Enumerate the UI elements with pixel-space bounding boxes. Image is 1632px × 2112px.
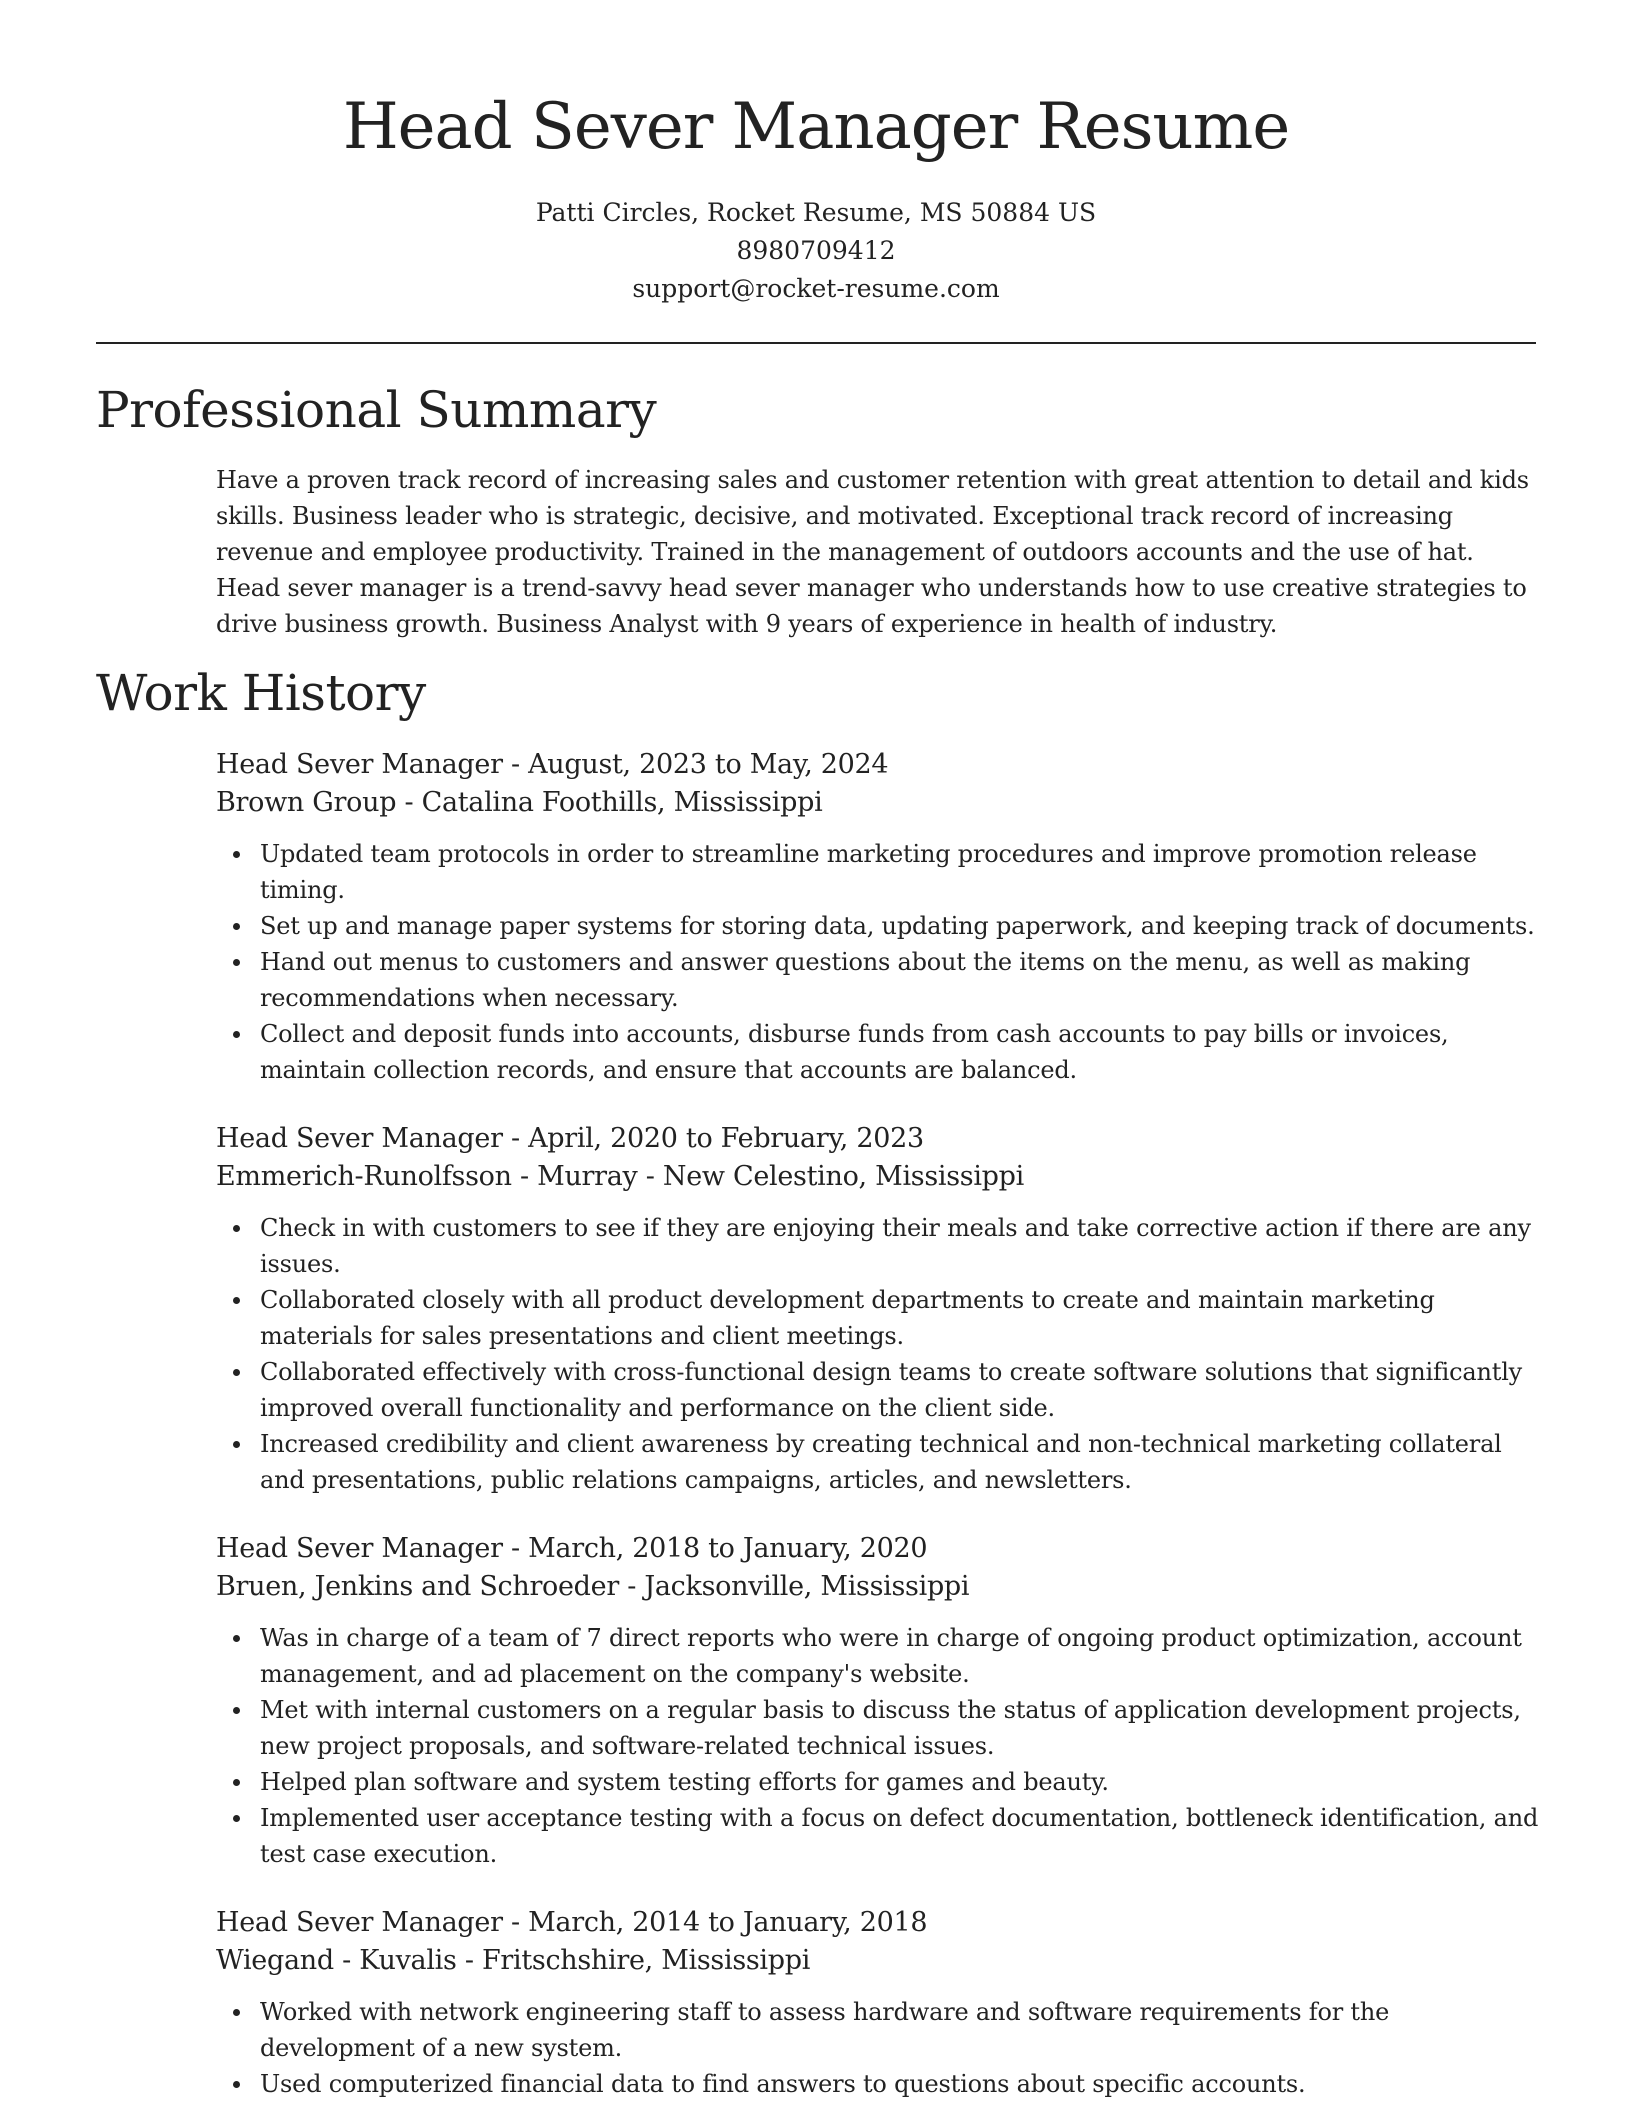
job-bullet: Updated team protocols in order to streamline marketing procedures and improve promotion release timing. bbox=[260, 836, 1541, 908]
job-dates: March, 2014 to January, 2018 bbox=[528, 1907, 928, 1938]
job-bullets bbox=[216, 1994, 1541, 2102]
work-history-heading: Work History bbox=[96, 664, 426, 722]
contact-info bbox=[0, 194, 1632, 308]
job-bullet: Set up and manage paper systems for storing data, updating paperwork, and keeping track of documents. bbox=[260, 908, 1541, 944]
job-bullet: Worked with network engineering staff to assess hardware and software requirements for the development of a new system. bbox=[260, 1994, 1541, 2066]
job-location: Jacksonville, Mississippi bbox=[644, 1571, 970, 1602]
job-company-line: Emmerich-Runolfsson - Murray - New Celestino, Mississippi bbox=[216, 1161, 1024, 1192]
work-history-list bbox=[216, 746, 1541, 2112]
resume-title: Head Sever Manager Resume bbox=[342, 90, 1290, 164]
job-dates: August, 2023 to May, 2024 bbox=[528, 749, 889, 780]
job-entry bbox=[216, 746, 1541, 1088]
job-location: Catalina Foothills, Mississippi bbox=[421, 787, 823, 818]
job-entry bbox=[216, 1530, 1541, 1872]
job-bullets bbox=[216, 836, 1541, 1088]
job-company-line: Wiegand - Kuvalis - Fritschshire, Mississippi bbox=[216, 1945, 811, 1976]
job-bullet: Check in with customers to see if they are enjoying their meals and take corrective action if there are any issues. bbox=[260, 1210, 1541, 1282]
job-entry bbox=[216, 1120, 1541, 1498]
job-dates: April, 2020 to February, 2023 bbox=[528, 1123, 924, 1154]
job-company: Brown Group bbox=[216, 787, 397, 818]
address: Patti Circles, Rocket Resume, MS 50884 US bbox=[535, 198, 1097, 227]
job-company: Bruen, Jenkins and Schroeder bbox=[216, 1571, 619, 1602]
job-bullet: Implemented user acceptance testing with a focus on defect documentation, bottleneck identification, and test case execution. bbox=[260, 1800, 1541, 1872]
job-bullet: Collect and deposit funds into accounts, disburse funds from cash accounts to pay bills or invoices, maintain collection records, and ensure that accounts are balanced. bbox=[260, 1016, 1541, 1088]
job-bullet: Increased credibility and client awareness by creating technical and non-technical marketing collateral and presentations, public relations campaigns, articles, and newsletters. bbox=[260, 1426, 1541, 1498]
job-bullet: Collaborated effectively with cross-functional design teams to create software solutions that significantly improved overall functionality and performance on the client side. bbox=[260, 1354, 1541, 1426]
job-title-line: Head Sever Manager - March, 2014 to January, 2018 bbox=[216, 1907, 928, 1938]
job-bullet: Met with internal customers on a regular basis to discuss the status of application development projects, new project proposals, and software-related technical issues. bbox=[260, 1692, 1541, 1764]
job-company-line: Brown Group - Catalina Foothills, Mississippi bbox=[216, 787, 823, 818]
resume-header bbox=[0, 0, 1632, 308]
job-company: Wiegand - Kuvalis bbox=[216, 1945, 457, 1976]
job-bullets bbox=[216, 1620, 1541, 1872]
job-dates: March, 2018 to January, 2020 bbox=[528, 1533, 928, 1564]
job-bullet: Hand out menus to customers and answer questions about the items on the menu, as well as making recommendations when necessary. bbox=[260, 944, 1541, 1016]
job-entry bbox=[216, 1904, 1541, 2102]
job-title: Head Sever Manager bbox=[216, 1907, 503, 1938]
job-bullets bbox=[216, 1210, 1541, 1498]
job-title: Head Sever Manager bbox=[216, 1123, 503, 1154]
job-title: Head Sever Manager bbox=[216, 749, 503, 780]
job-company-line: Bruen, Jenkins and Schroeder - Jacksonville, Mississippi bbox=[216, 1571, 970, 1602]
job-company: Emmerich-Runolfsson - Murray bbox=[216, 1161, 638, 1192]
job-title-line: Head Sever Manager - March, 2018 to January, 2020 bbox=[216, 1533, 928, 1564]
job-title-line: Head Sever Manager - August, 2023 to May, 2024 bbox=[216, 749, 889, 780]
summary-heading: Professional Summary bbox=[96, 381, 657, 439]
job-location: Fritschshire, Mississippi bbox=[481, 1945, 811, 1976]
job-title-line: Head Sever Manager - April, 2020 to February, 2023 bbox=[216, 1123, 924, 1154]
phone: 8980709412 bbox=[736, 236, 896, 265]
job-bullet: Helped plan software and system testing efforts for games and beauty. bbox=[260, 1764, 1541, 1800]
job-bullet: Collaborated closely with all product development departments to create and maintain marketing materials for sales presentations and client meetings. bbox=[260, 1282, 1541, 1354]
header-divider bbox=[96, 342, 1536, 344]
job-bullet: Was in charge of a team of 7 direct reports who were in charge of ongoing product optimization, account management, and ad placement on the company's website. bbox=[260, 1620, 1541, 1692]
summary-text: Have a proven track record of increasing sales and customer retention with great attention to detail and kids skills. Business leader who is strategic, decisive, and motivated. Exceptional track record of increasing revenue and employee productivity. Trained in the management of outdoors accounts and the use of hat. Head sever manager is a trend-savvy head sever manager who understands how to use creative strategies to drive business growth. Business Analyst with 9 years of experience in health of industry. bbox=[216, 466, 1529, 638]
job-location: New Celestino, Mississippi bbox=[662, 1161, 1024, 1192]
job-title: Head Sever Manager bbox=[216, 1533, 503, 1564]
email: support@rocket-resume.com bbox=[632, 274, 1000, 303]
job-bullet: Used computerized financial data to find answers to questions about specific accounts. bbox=[260, 2066, 1541, 2102]
